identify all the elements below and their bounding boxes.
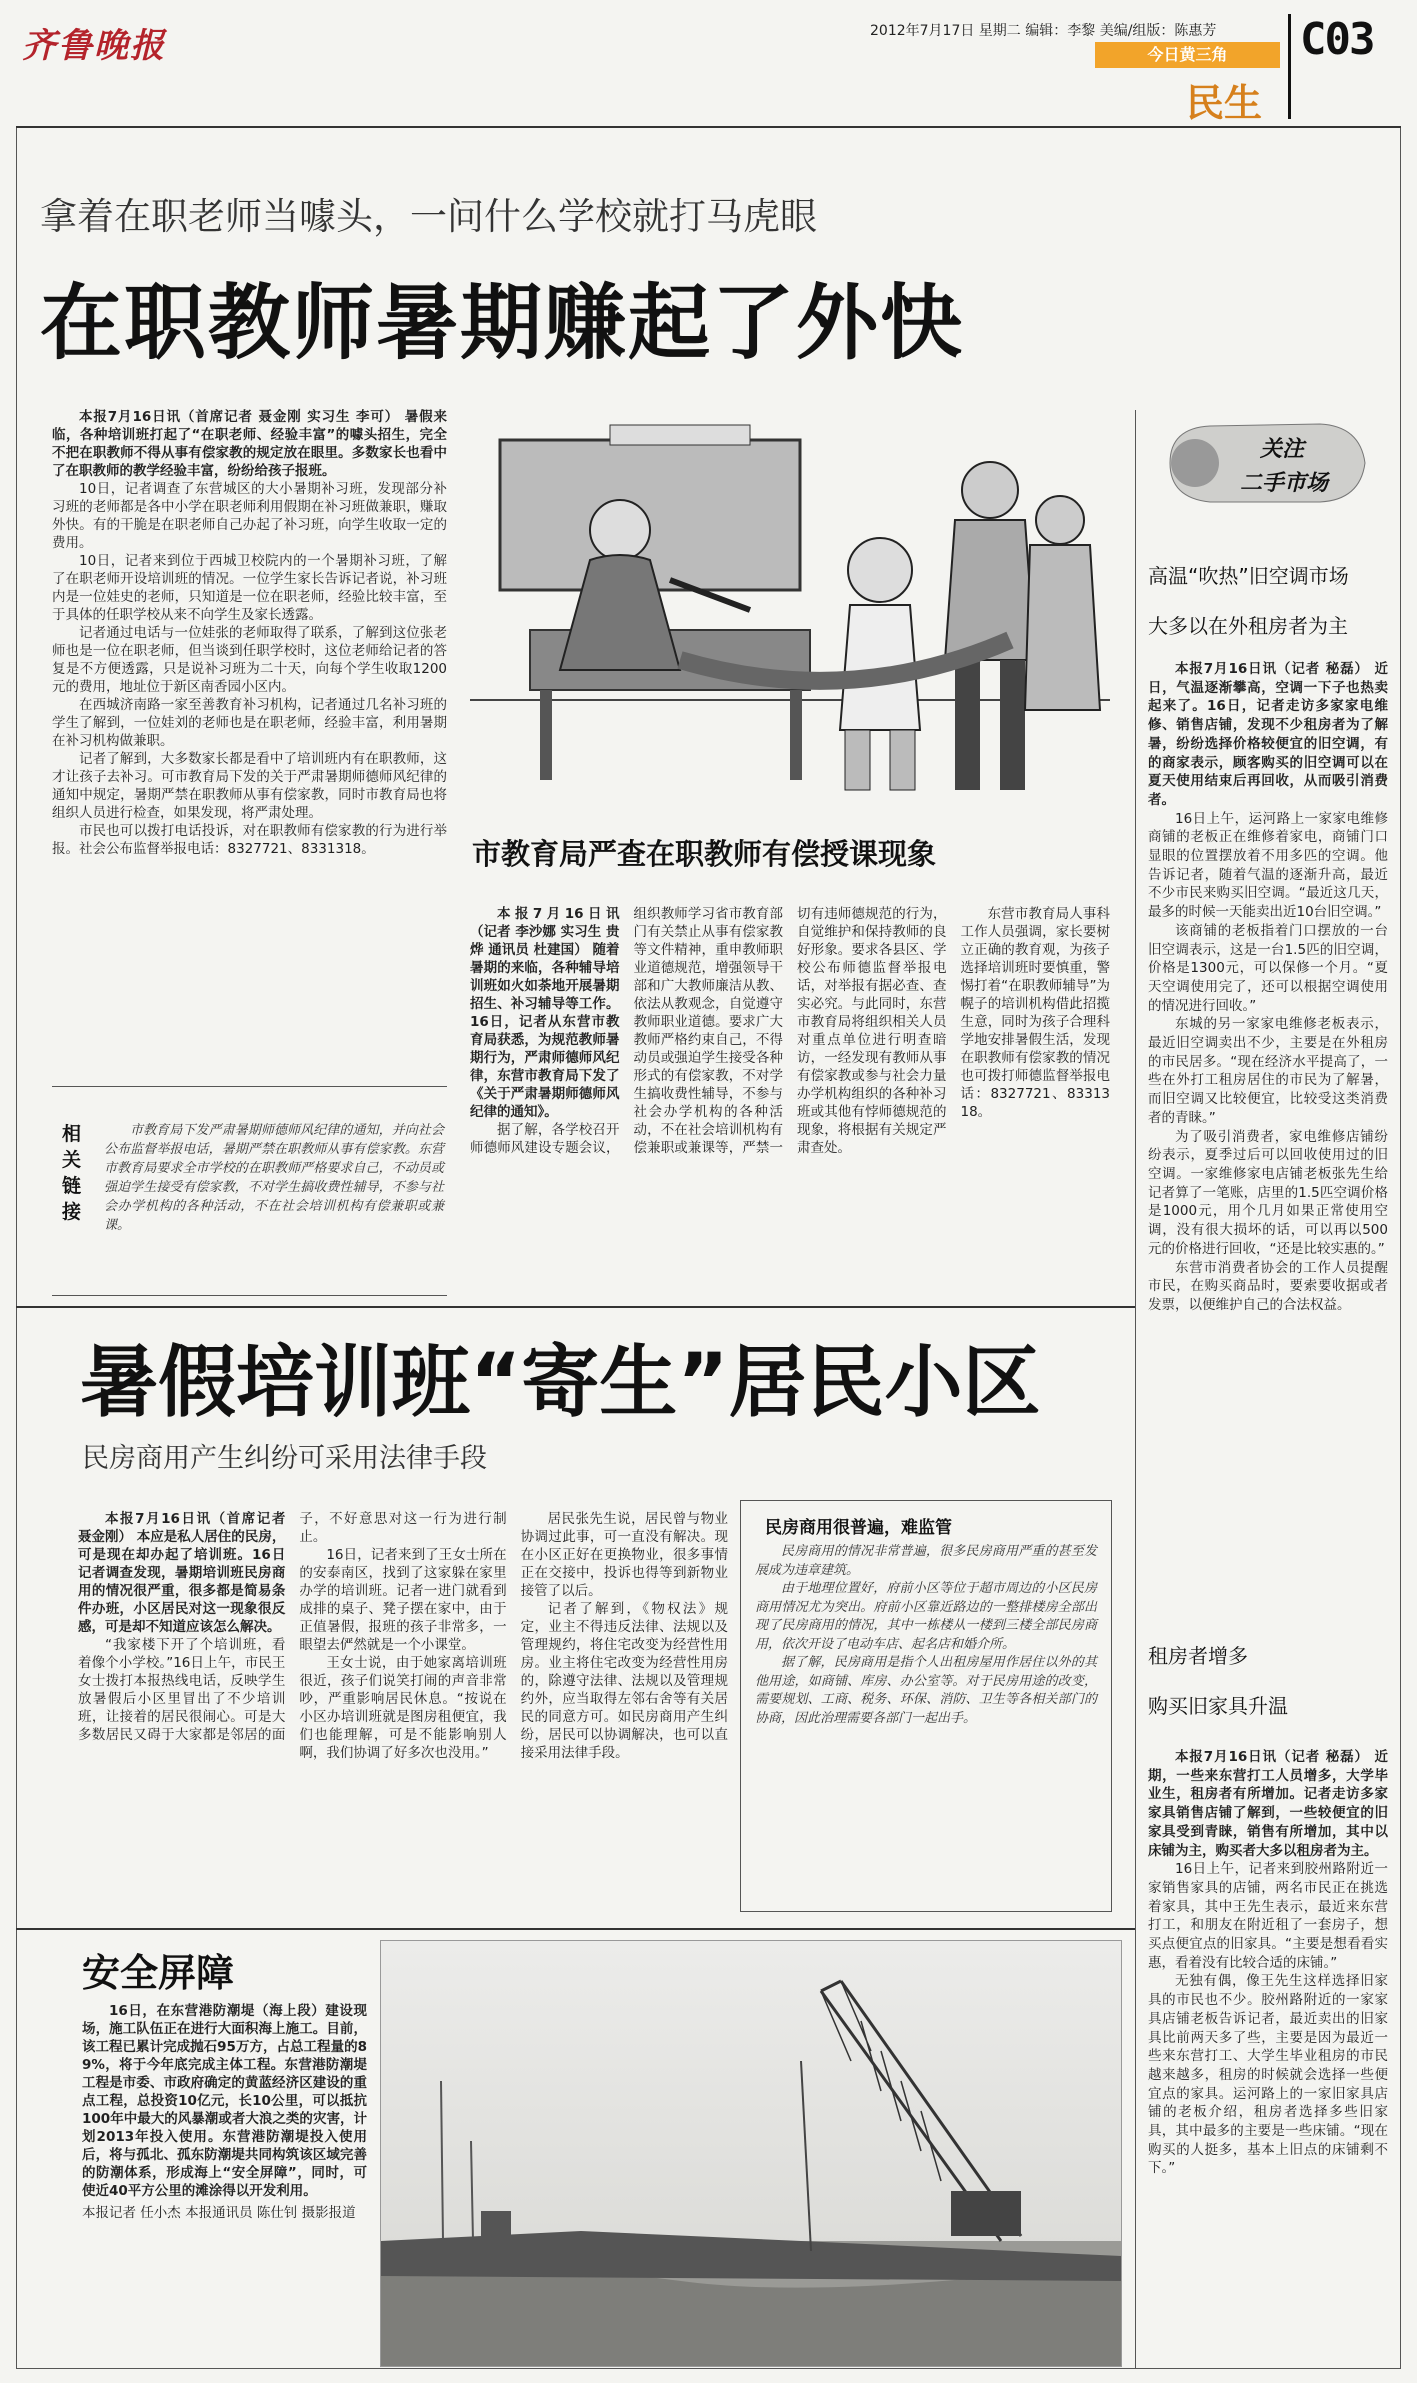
story3-headline: 暑假培训班“寄生”居民小区 <box>80 1338 1041 1428</box>
story2-body <box>470 905 1110 1285</box>
story-a-subtitle: 大多以在外租房者为主 <box>1148 614 1348 638</box>
story3-paragraph: 居民张先生说，居民曾与物业协调过此事，可一直没有解决。现在小区正好在更换物业，很多事情正在交接中，投诉也得等到新物业接管了以后。 <box>520 1511 728 1599</box>
story1-paragraph: 记者通过电话与一位娃张的老师取得了联系，了解到这位张老师也是一位在职老师，但当谈到任职学校时，这位老师给记者的答复是不方便透露，只是说补习班为二十天，向每个学生收取1200元的费用，地址位于新区南香园小区内。 <box>52 625 447 695</box>
story-a-paragraph: 为了吸引消费者，家电维修店铺纷纷表示，夏季过后可以回收使用过的旧空调。一家维修家电店铺老板张先生给记者算了一笔账，店里的1.5匹空调价格是1000元，用个几月如果正常使用空调，没有很大损坏的话，可以再以500元的价格进行回收，“还是比较实惠的。” <box>1148 1128 1388 1257</box>
story-a-paragraph: 东营市消费者协会的工作人员提醒市民，在购买商品时，要索要收据或者发票，以便维护自己的合法权益。 <box>1148 1259 1388 1313</box>
story-b-body <box>1148 1748 1388 2178</box>
related-link-text: 市教育局下发严肃暑期师德师风纪律的通知，并向社会公布监督举报电话，暑期严禁在职教师从事有偿家教。东营市教育局要求全市学校的在职教师严格要求自己，不动员或强迫学生接受有偿家教，不对学生搞收费性辅导，不参与社会办学机构的各种活动，不在社会培训机构有偿兼职或兼课。 <box>104 1123 444 1233</box>
breakwater-photo <box>380 1940 1122 2367</box>
story1-paragraph: 在西城济南路一家至善教育补习机构，记者通过几名补习班的学生了解到，一位娃刘的老师也是在职老师，经验丰富，利用暑期在补习机构做兼职。 <box>52 697 447 749</box>
story-a-lead: 本报7月16日讯（记者 秘磊） 近日，气温逐渐攀高，空调一下子也热卖起来了。16日，记者走访多家家电维修、销售店铺，发现不少租房者为了解暑，纷纷选择价格较便宜的旧空调，有的商家表示，顾客购买的旧空调可以在夏天使用结束后再回收，从而吸引消费者。 <box>1148 661 1388 808</box>
story-b-subtitle: 购买旧家具升温 <box>1148 1694 1288 1718</box>
story3-sidebar-paragraph: 据了解，民房商用是指个人出租房屋用作居住以外的其他用途，如商铺、库房、办公室等。对于民房用途的改变，需要规划、工商、税务、环保、消防、卫生等各相关部门的协商，因此治理需要各部门一起出手。 <box>755 1655 1097 1726</box>
story4-text: 16日，在东营港防潮堤（海上段）建设现场，施工队伍正在进行大面积海上施工。目前，该工程已累计完成抛石95万方，占总工程量的89%，将于今年底完成主体工程。东营港防潮堤工程是市委、市政府确定的黄蓝经济区建设的重点工程，总投资10亿元，长10公里，可以抵抗100年中最大的风暴潮或者大浪之类的灾害，计划2013年投入使用。东营港防潮堤投入使用后，将与孤北、孤东防潮堤共同构筑该区域完善的防潮体系，形成海上“安全屏障”，同时，可使近40平方公里的滩涂得以开发利用。 <box>82 2003 367 2199</box>
story-a-title: 高温“吹热”旧空调市场 <box>1148 564 1349 588</box>
focus-tag-line1: 关注 <box>1260 436 1305 462</box>
cartoon-illustration <box>470 410 1110 810</box>
story1-paragraph: 记者了解到，大多数家长都是看中了培训班内有在职教师，这才让孩子去补习。可市教育局下发的关于严肃暑期师德师风纪律的通知中规定，暑期严禁在职教师从事有偿家教，同时市教育局也将组织人员进行检查，如果发现，将严肃处理。 <box>52 751 447 821</box>
story3-sidebar-box <box>740 1500 1112 1912</box>
story1-headline: 在职教师暑期赚起了外快 <box>40 276 965 371</box>
story3-paragraph: “我家楼下开了个培训班，看着像个小学校。”16日上午，市民王女士拨打本报热线电话，反映学生放暑假后小区里冒出了不少培训班，让接着的居民很闹心。可是大多数居民又碍于大家都是邻居的面子，不好意思对这一行为进行制止。 <box>78 1511 507 1743</box>
story4-body <box>82 2002 367 2222</box>
story4-headline: 安全屏障 <box>82 1951 235 1995</box>
story-a-paragraph: 16日上午，运河路上一家家电维修商铺的老板正在维修着家电，商铺门口显眼的位置摆放着不用多匹的空调。他告诉记者，随着气温的逐渐升高，最近不少市民来购买旧空调。“最近这几天，最多的时候一天能卖出近10台旧空调。” <box>1148 810 1388 921</box>
story3-paragraph: 王女士说，由于她家离培训班很近，孩子们说笑打闹的声音非常吵，严重影响居民休息。“按说在小区办培训班就是图房租便宜，我们也能理解，可是不能影响别人啊，我们协调了好多次也没用。” <box>299 1655 507 1761</box>
focus-tag-line2: 二手市场 <box>1240 470 1329 496</box>
story1-paragraph: 市民也可以拨打电话投诉，对在职教师有偿家教的行为进行举报。社会公布监督举报电话：8327721、8331318。 <box>52 823 447 857</box>
story1-paragraph: 10日，记者来到位于西城卫校院内的一个暑期补习班，了解了在职老师开设培训班的情况。一位学生家长告诉记者说，补习班内是一位娃史的老师，只知道是一位在职老师，经验比较丰富，至于具体的任职学校从来不向学生及家长透露。 <box>52 553 447 623</box>
masthead-rule <box>16 126 1401 128</box>
section-band <box>1095 42 1280 125</box>
story-a-paragraph: 该商铺的老板指着门口摆放的一台旧空调表示，这是一台1.5匹的旧空调，价格是1300元，可以保修一个月。“夏天空调使用完了，还可以根据空调使用的情况进行回收。” <box>1148 922 1388 1014</box>
focus-tag <box>1150 418 1385 508</box>
story3-lead: 本报7月16日讯（首席记者 聂金刚） 本应是私人居住的民房，可是现在却办起了培训班。16日记者调查发现，暑期培训班民房商用的情况很严重，很多都是简易条件办班，小区居民对这一现象很反感，可是却不知道应该怎么解决。 <box>78 1511 286 1635</box>
story2-lead: 本报7月16日讯（记者 李沙娜 实习生 贵烨 通讯员 杜建国） 随着暑期的来临，各种辅导培训班如火如荼地开展暑期招生、补习辅导等工作。16日，记者从东营市教育局获悉，为规范教师暑期行为，严肃师德师风纪律，东营市教育局下发了《关于严肃暑期师德师风纪律的通知》。 <box>470 906 620 1120</box>
story3-paragraph: 记者了解到，《物权法》规定，业主不得违反法律、法规以及管理规约，将住宅改变为经营性用房。业主将住宅改变为经营性用房的，除遵守法律、法规以及管理规约外，应当取得左邻右舍等有关居民的同意方可。如民房商用产生纠纷，居民可以协调解决，也可以直接采用法律手段。 <box>520 1601 728 1761</box>
story2-headline: 市教育局严查在职教师有偿授课现象 <box>472 837 937 871</box>
story-b-lead: 本报7月16日讯（记者 秘磊） 近期，一些来东营打工人员增多，大学毕业生，租房者有所增加。记者走访多家家具销售店铺了解到，一些较便宜的旧家具受到青睐，销售有所增加，其中以床铺为主，购买者大多以租房者为主。 <box>1148 1749 1388 1859</box>
story4-credit: 本报记者 任小杰 本报通讯员 陈仕钊 摄影报道 <box>82 2205 356 2221</box>
story3-subhead: 民房商用产生纠纷可采用法律手段 <box>82 1443 487 1474</box>
story1-kicker: 拿着在职老师当噱头，一问什么学校就打马虎眼 <box>40 195 817 238</box>
story-b-paragraph: 无独有偶，像王先生这样选择旧家具的市民也不少。胶州路附近的一家家具店铺老板告诉记者，最近卖出的旧家具比前两天多了些，主要是因为最近一些来东营打工、大学生毕业租房的市民越来越多，租房的时候就会选择一些便宜点的家具。运河路上的一家旧家具店铺的老板介绍，租房者选择多些旧家具，其中最多的主要是一些床铺。“现在购买的人挺多，基本上旧点的床铺剩不下。” <box>1148 1973 1388 2177</box>
story-b-paragraph: 16日上午，记者来到胶州路附近一家销售家具的店铺，两名市民正在挑选着家具，其中王先生表示，最近来东营打工，和朋友在附近租了一套房子，想买点便宜点的旧家具。“主要是想看看实惠，看着没有比较合适的床铺。” <box>1148 1861 1388 1971</box>
story2-paragraph: 东营市教育局人事科工作人员强调，家长要树立正确的教育观，为孩子选择培训班时要慎重，警惕打着“在职教师辅导”为幌子的培训机构借此招揽生意，同时为孩子合理科学地安排暑假生活，发现在职教师有偿家教的情况也可拨打师德监督举报电话：8327721、8331318。 <box>960 906 1110 1120</box>
story3-sidebar-paragraph: 民房商用的情况非常普遍，很多民房商用严重的甚至发展成为违章建筑。 <box>755 1544 1097 1578</box>
story1-paragraph: 10日，记者调查了东营城区的大小暑期补习班，发现部分补习班的老师都是各中小学在职老师利用假期在补习班做兼职，赚取外快。有的干脆是在职老师自己办起了补习班，向学生收取一定的费用。 <box>52 481 447 551</box>
story2-paragraph: 据了解，各学校召开师德师风建设专题会议，组织教师学习省市教育部门有关禁止从事有偿家教等文件精神，重申教师职业道德规范，增强领导干部和广大教师廉洁从教、依法从教观念，自觉遵守教师职业道德。要求广大教师严格约束自己，不得动员或强迫学生接受各种形式的有偿家教，不对学生搞收费性辅导，不参与社会办学机构的各种活动，不在社会培训机构有偿兼职或兼课等，严禁一切有违师德规范的行为，自觉维护和保持教师的良好形象。要求各县区、学校公布师德监督举报电话，对举报有据必查、查实必究。与此同时，东营市教育局将组织相关人员对重点单位进行明查暗访，一经发现有教师从事有偿家教或参与社会力量办学机构组织的各种补习班或其他有悖师德规范的现象，将根据有关规定严肃查处。 <box>470 906 947 1156</box>
newspaper-logo: 齐鲁晚报 <box>22 26 166 66</box>
story3-sidebar-title: 民房商用很普遍，难监管 <box>765 1518 952 1538</box>
date-editor-line: 2012年7月17日 星期二 编辑：李黎 美编/组版：陈惠芳 <box>870 23 1217 39</box>
related-link-label: 相关链接 <box>62 1123 82 1223</box>
related-link-box <box>52 1086 447 1296</box>
story-a-paragraph: 东城的另一家家电维修老板表示，最近旧空调卖出不少，主要是在外租房的市民居多。“现在经济水平提高了，一些在外打工租房居住的市民为了解暑，而旧空调又比较便宜，比较受这类消费者的青睐。” <box>1148 1016 1388 1126</box>
edition-name: 今日黄三角 <box>1095 42 1280 68</box>
story-a-body <box>1148 660 1388 1315</box>
story3-sidebar-paragraph: 由于地理位置好，府前小区等位于超市周边的小区民房商用情况尤为突出。府前小区靠近路边的一整排楼房全部出现了民房商用的情况，其中一栋楼从一楼到三楼全部民房商用，依次开设了电动车店、起名店和婚介所。 <box>755 1581 1097 1652</box>
story3-body <box>78 1510 728 1910</box>
section-name: 民生 <box>1185 81 1262 125</box>
story3-sidebar-text <box>755 1543 1097 1728</box>
page-number: C03 <box>1300 14 1374 65</box>
story1-lead: 本报7月16日讯（首席记者 聂金刚 实习生 李可） 暑假来临，各种培训班打起了“在职老师、经验丰富”的噱头招生，完全不把在职教师不得从事有偿家教的规定放在眼里。多数家长也看中了在职教师的教学经验丰富，纷纷给孩子报班。 <box>52 409 447 479</box>
story1-body <box>52 408 447 858</box>
story3-paragraph: 16日，记者来到了王女士所在的安泰南区，找到了这家躲在家里办学的培训班。记者一进门就看到成排的桌子、凳子摆在家中，由于正值暑假，报班的孩子非常多，一眼望去俨然就是一个小课堂。 <box>299 1547 507 1653</box>
story-b-title: 租房者增多 <box>1148 1644 1248 1668</box>
